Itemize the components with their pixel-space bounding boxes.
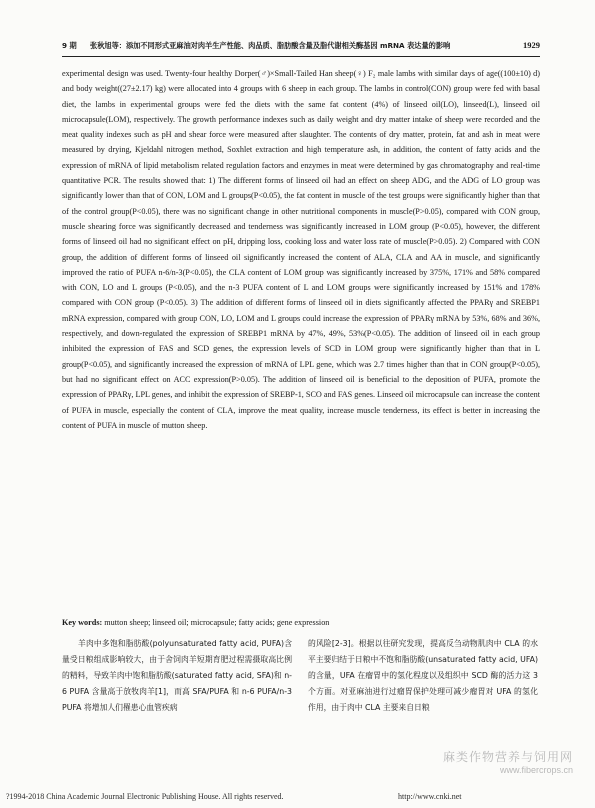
- copyright-notice: ?1994-2018 China Academic Journal Electronic Publishing House. All rights reserved.: [6, 792, 284, 801]
- footer-link[interactable]: http://www.cnki.net: [398, 792, 462, 801]
- header-rule: [62, 56, 540, 57]
- running-title: 张秋旭等：添加不同形式亚麻油对肉羊生产性能、肉品质、脂肪酸含量及脂代谢相关酶基因 mRNA 表达量的影响: [90, 41, 451, 50]
- abstract-paragraph: experimental design was used. Twenty-four healthy Dorper(♂)×Small-Tailed Han sheep(♀) F₂ male lambs with similar days of age((100±10) d) and body weight((27±2.17) kg) were allocated into 4 groups with 6 sheep in each group. The lambs in control(CON) group were fed with basal diet, the lambs in experimental groups were fed the diets with the same fat content (4%) of linseed oil(LO), linseed(L), linseed oil microcapsule(LOM), respectively. The growth performance indexes such as daily weight and dry matter intake of sheep were recorded and the meat quality indexes such as pH and shear force were measured after slaughter. The contents of dry matter, protein, fat and ash in meat were measured by drying, Kjeldahl nitrogen method, Soxhlet extraction and high temperature ash, in addition, the content of fatty acids and the expression of mRNA of lipid metabolism related regulation factors and enzymes in meat were determined by gas chromatography and real-time quantitative PCR. The results showed that: 1) The different forms of linseed oil had an effect on sheep ADG, and the ADG of LO group was significantly lower than that of CON, LOM and L groups(P<0.05), the fat content in muscle of the test groups were significantly higher than that of the control group(P<0.05), there was no significant change in other nutritional components in muscle(P>0.05), compared with CON group, muscle shearing force was significantly decreased and tenderness was significantly increased in LOM group (P<0.05), however, the different forms of linseed oil had no significant effect on pH, dripping loss, cooking loss and water loss rate of muscle(P>0.05). 2) Compared with CON group, the addition of different forms of linseed oil significantly increased the content of ALA, CLA and AA in muscle, and significantly improved the ratio of PUFA n-6/n-3(P<0.05), the CLA content of LOM group was significantly increased by 375%, 171% and 58% compared with CON, LO and L groups (P<0.05), and the n-3 PUFA content of L and LOM groups were significantly increased by 151% and 178% compared with CON group (P<0.05). 3) The addition of different forms of linseed oil in diets significantly affected the PPARγ and SREBP1 mRNA expression, compared with group CON, LO, LOM and L groups could increase the expression of PPARγ mRNA by 53%, 68% and 36%, respectively, and down-regulated the expression of SREBP1 mRNA by 47%, 49%, 53%(P<0.05). The addition of linseed oil in each group inhibited the expression of FAS and SCD genes, the expression levels of SCD in LOM group were significantly higher than that in L group(P<0.05), and significantly increased the expression of mRNA of LPL gene, which was 2.7 times higher than that in CON group(P<0.05), but had no significant effect on ACC expression(P>0.05). The addition of linseed oil is beneficial to the deposition of PUFA, promote the expression of PPARγ, LPL genes, and inhibit the expression of SREBP-1, SCO and FAS genes. Linseed oil microcapsule can increase the content of PUFA in muscle, especially the content of CLA, improve the meat quality, increase muscle tenderness, its effect is better in increasing the content of PUFA in muscle of mutton sheep.: [62, 69, 540, 430]
- body-paragraph-right: 的风险[2-3]。根据以往研究发现，提高反刍动物肌肉中 CLA 的水平主要归结于日粮中不饱和脂肪酸(unsaturated fatty acid, UFA)的含量，UFA 在瘤胃中的氢化程度以及组织中 SCD 酶的活力这 3 个方面。对亚麻油进行过瘤胃保护处理可减少瘤胃对 UFA 的氢化作用，由于肉中 CLA 主要来自日粮: [308, 639, 538, 712]
- body-column-left: [62, 636, 292, 716]
- page-footer: [0, 786, 595, 808]
- keywords-line: [62, 616, 540, 630]
- keywords-text: mutton sheep; linseed oil; microcapsule; fatty acids; gene expression: [104, 618, 330, 627]
- keywords-label: Key words:: [62, 618, 103, 627]
- page-number: 1929: [523, 40, 540, 50]
- watermark-url: www.fibercrops.cn: [499, 765, 573, 775]
- english-abstract: [62, 66, 540, 433]
- body-paragraph-left: 羊肉中多饱和脂肪酸(polyunsaturated fatty acid, PUFA)含量受日粮组成影响较大，由于舍饲肉羊短期育肥过程需摄取高比例的精料，导致羊肉中饱和脂肪酸(saturated fatty acid, SFA)和 n-6 PUFA 含量高于放牧肉羊[1]，而高 SFA/PUFA 和 n-6 PUFA/n-3 PUFA 将增加人们罹患心血管疾病: [62, 639, 292, 712]
- watermark-title: 麻类作物营养与饲用网: [442, 750, 573, 764]
- site-watermark: [423, 748, 573, 775]
- body-column-right: [308, 636, 538, 716]
- running-header: [62, 39, 540, 53]
- issue-label: 9 期: [62, 41, 77, 50]
